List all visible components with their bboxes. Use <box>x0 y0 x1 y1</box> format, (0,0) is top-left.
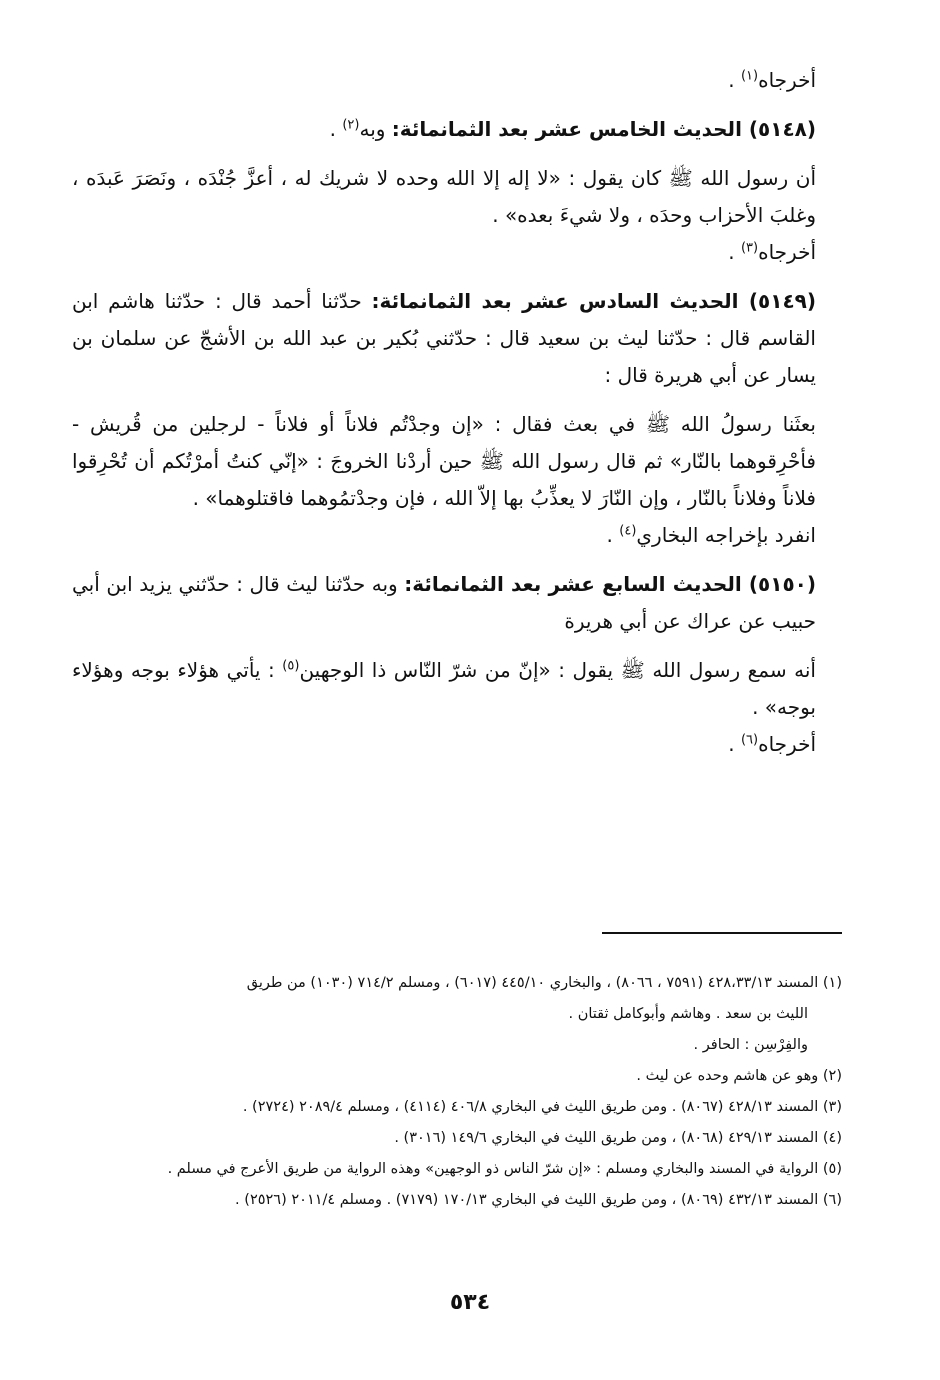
text: أخرجاه <box>758 68 816 92</box>
hadith-5148-matn: أن رسول الله ﷺ كان يقول : «لا إله إلا الله وحده لا شريك له ، أعزَّ جُنْدَه ، ونَصَرَ عَبدَه ، وغلبَ الأحزاب وحدَه ، ولا شيءَ بعده» . <box>72 166 816 227</box>
paragraph-takhrij-6 <box>72 726 842 763</box>
hadith-5148-heading <box>72 111 842 148</box>
footnote-ref: (٣) <box>740 240 759 256</box>
text: . <box>728 68 741 92</box>
footnote-6: (٦) المسند ٤٣٢/١٣ (٨٠٦٩) ، ومن طريق الليث في البخاري ١٧٠/١٣ (٧١٧٩) . ومسلم ٢٠١١/٤ (٢٥٢٦) . <box>235 1192 842 1208</box>
text: أخرجاه <box>758 732 816 756</box>
footnote-ref: (٥) <box>282 658 300 674</box>
text: . <box>728 732 741 756</box>
text: : يأتي هؤلاء بوجه وهؤلاء بوجه» . <box>72 658 816 719</box>
footnote-5: (٥) الرواية في المسند والبخاري ومسلم : «إن شرّ الناس ذو الوجهين» وهذه الرواية من طريق الأعرج في مسلم . <box>167 1161 842 1177</box>
page-number: ٥٣٤ <box>449 1290 491 1315</box>
hadith-title: (٥١٥٠) الحديث السابع عشر بعد الثمانمائة: <box>404 572 817 596</box>
text: وبه <box>359 117 392 141</box>
paragraph-takhrij-1 <box>72 62 842 99</box>
text: أنه سمع رسول الله ﷺ يقول : «إنّ من شرّ النّاس ذا الوجهين <box>299 658 816 682</box>
hadith-5149-matn: بعثَنا رسولُ الله ﷺ في بعث فقال : «إن وجدْتُم فلاناً أو فلاناً - لرجلين من قُريش - فأحْرِقوهما بالنّار» ثم قال رسول الله ﷺ حين أردْنا الخروجَ : «إنّي كنتُ أمرْتُكم أن تُحْرِقوا فلاناً وفلاناً بالنّار ، وإن النّارَ لا يعذِّبُ بها إلاّ الله ، فإن وجدْتمُوهما فاقتلوهما» . <box>72 412 816 510</box>
hadith-title: (٥١٤٩) الحديث السادس عشر بعد الثمانمائة: <box>371 289 817 313</box>
hadith-title: (٥١٤٨) الحديث الخامس عشر بعد الثمانمائة: <box>391 117 816 141</box>
footnote-ref: (٤) <box>619 523 637 539</box>
main-text <box>72 62 842 763</box>
footnotes <box>72 968 842 1216</box>
paragraph-takhrij-3 <box>72 234 842 271</box>
text: . <box>329 117 343 141</box>
paragraph-takhrij-4 <box>72 517 842 554</box>
text: انفرد بإخراجه البخاري <box>636 523 816 547</box>
footnote-4: (٤) المسند ٤٢٩/١٣ (٨٠٦٨) ، ومن طريق الليث في البخاري ١٤٩/٦ (٣٠١٦) . <box>394 1130 842 1146</box>
footnote-ref: (٢) <box>342 117 360 133</box>
hadith-5149-heading <box>72 283 842 394</box>
text: وبه حدّثنا ليث قال : حدّثني يزيد ابن أبي حبيب عن عراك عن أبي هريرة <box>72 572 816 633</box>
text: . <box>728 240 741 264</box>
footnote-ref: (١) <box>740 68 759 84</box>
footnote-2: (٢) وهو عن هاشم وحده عن ليث . <box>636 1068 842 1084</box>
footnote-3: (٣) المسند ٤٢٨/١٣ (٨٠٦٧) . ومن طريق الليث في البخاري ٤٠٦/٨ (٤١١٤) ، ومسلم ٢٠٨٩/٤ (٢٧٢٤) . <box>242 1099 842 1115</box>
hadith-5150-matn <box>72 652 842 726</box>
footnote-1-continuation: والفِرْسِن : الحافر . <box>693 1037 808 1053</box>
text: حدّثنا أحمد قال : حدّثنا هاشم ابن القاسم قال : حدّثنا ليث بن سعيد قال : حدّثني بُكير بن عبد الله بن الأشجّ عن سلمان بن يسار عن أبي هريرة قال : <box>72 289 816 387</box>
footnote-1: (١) المسند ٤٢٨،٣٣/١٣ (٧٥٩١ ، ٨٠٦٦) ، والبخاري ٤٤٥/١٠ (٦٠١٧) ، ومسلم ٧١٤/٢ (١٠٣٠) من طريق <box>246 975 842 991</box>
footnote-separator <box>602 932 842 934</box>
hadith-5150-heading <box>72 566 842 640</box>
text: . <box>606 523 620 547</box>
footnote-ref: (٦) <box>740 732 759 748</box>
text: أخرجاه <box>758 240 816 264</box>
footnote-1-continuation: الليث بن سعد . وهاشم وأبوكامل ثقتان . <box>568 1006 808 1022</box>
